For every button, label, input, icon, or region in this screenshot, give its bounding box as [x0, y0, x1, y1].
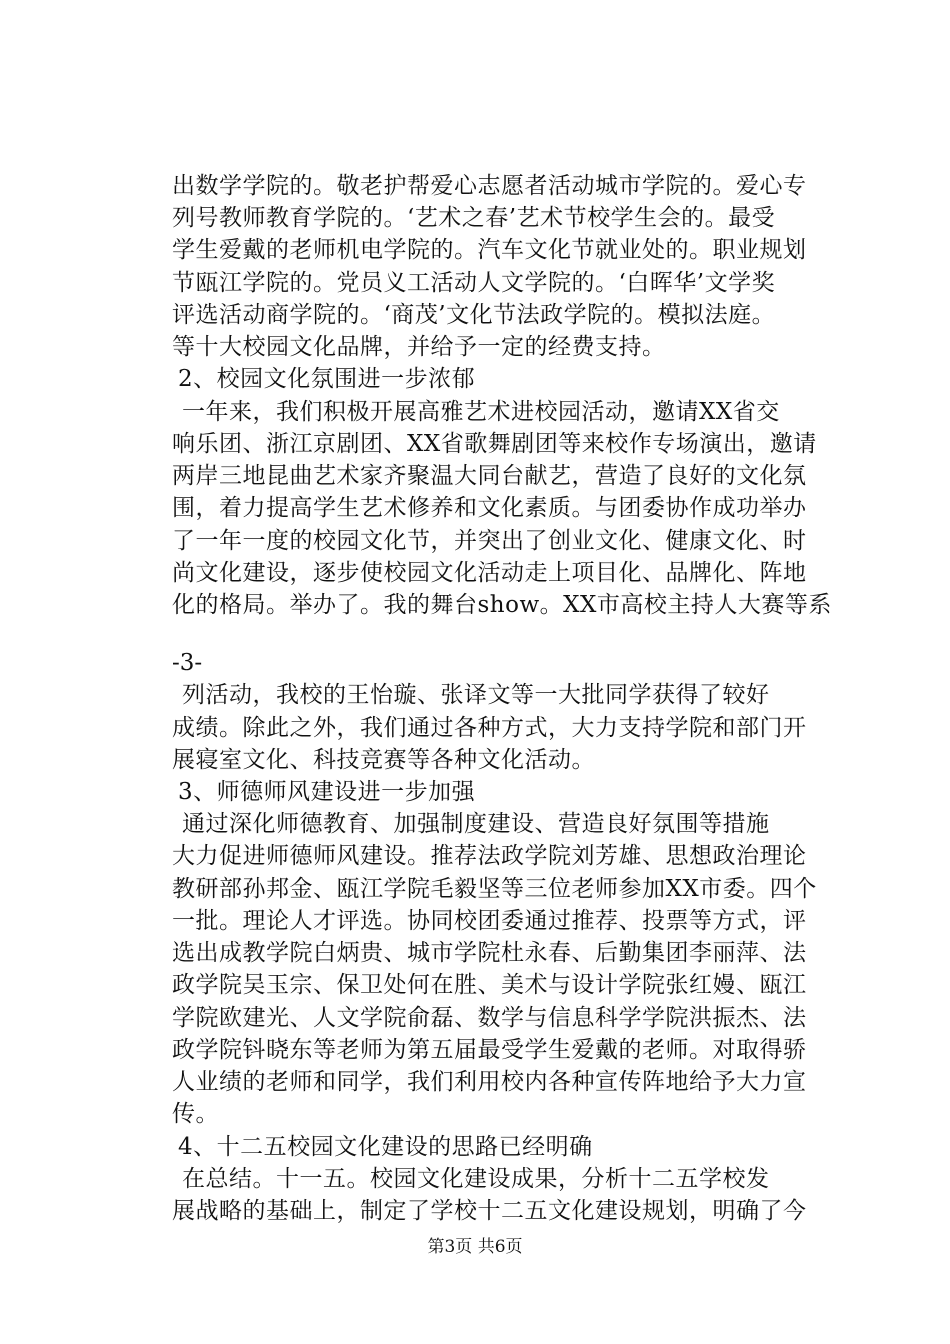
paragraph-line: 展战略的基础上，制定了学校十二五文化建设规划，明确了今 [172, 1198, 807, 1224]
page-marker: -3- [172, 650, 203, 677]
paragraph-line: 大力促进师德师风建设。推荐法政学院刘芳雄、思想政治理论 [172, 843, 807, 870]
paragraph-line: 出数学学院的。敬老护帮爱心志愿者活动城市学院的。爱心专 [172, 173, 807, 199]
paragraph-line: 围，着力提高学生艺术修养和文化素质。与团委协作成功举办 [172, 495, 807, 522]
paragraph-line: 了一年一度的校园文化节，并突出了创业文化、健康文化、时 [172, 527, 807, 554]
paragraph-line: 尚文化建设，逐步使校园文化活动走上项目化、品牌化、阵地 [172, 559, 807, 586]
paragraph-line: 人业绩的老师和同学，我们利用校内各种宣传阵地给予大力宣 [172, 1069, 807, 1096]
paragraph-line: 展寝室文化、科技竞赛等各种文化活动。 [172, 746, 595, 773]
paragraph-line: 教研部孙邦金、瓯江学院毛毅坚等三位老师参加XX市委。四个 [172, 875, 817, 902]
paragraph-line: 选出成教学院白炳贵、城市学院杜永春、后勤集团李丽萍、法 [172, 940, 807, 967]
paragraph-line: 通过深化师德教育、加强制度建设、营造良好氛围等措施 [182, 811, 770, 838]
paragraph-line: 成绩。除此之外，我们通过各种方式，大力支持学院和部门开 [172, 714, 807, 741]
paragraph-line: 列号教师教育学院的。‘艺术之春’艺术节校学生会的。最受 [172, 205, 776, 232]
paragraph-line: 化的格局。举办了。我的舞台show。XX市高校主持人大赛等系 [172, 592, 832, 619]
paragraph-line: 政学院钭晓东等老师为第五届最受学生爱戴的老师。对取得骄 [172, 1036, 807, 1063]
paragraph-line: 传。 [172, 1101, 219, 1128]
paragraph-line: 评选活动商学院的。‘商茂’文化节法政学院的。模拟法庭。 [172, 301, 776, 328]
paragraph-line: 学院欧建光、人文学院俞磊、数学与信息科学学院洪振杰、法 [172, 1004, 807, 1031]
paragraph-line: 学生爱戴的老师机电学院的。汽车文化节就业处的。职业规划 [172, 237, 807, 264]
paragraph-line: 政学院吴玉宗、保卫处何在胜、美术与设计学院张红嫚、瓯江 [172, 972, 807, 999]
paragraph-line: 一年来，我们积极开展高雅艺术进校园活动，邀请XX省交 [182, 398, 780, 425]
section-heading-3: 3、师德师风建设进一步加强 [178, 778, 476, 805]
paragraph-line: 列活动，我校的王怡璇、张译文等一大批同学获得了较好 [182, 682, 770, 709]
paragraph-line: 等十大校园文化品牌，并给予一定的经费支持。 [172, 334, 666, 361]
paragraph-line: 响乐团、浙江京剧团、XX省歌舞剧团等来校作专场演出，邀请 [172, 430, 817, 457]
paragraph-line: 在总结。十一五。校园文化建设成果，分析十二五学校发 [182, 1165, 770, 1192]
section-heading-4: 4、十二五校园文化建设的思路已经明确 [178, 1133, 593, 1160]
paragraph-line: 节瓯江学院的。党员义工活动人文学院的。‘白晖华’文学奖 [172, 269, 776, 296]
paragraph-line: 两岸三地昆曲艺术家齐聚温大同台献艺，营造了良好的文化氛 [172, 463, 807, 490]
paragraph-line: 一批。理论人才评选。协同校团委通过推荐、投票等方式，评 [172, 907, 807, 934]
page-footer: 第3页 共6页 [427, 1237, 523, 1257]
section-heading-2: 2、校园文化氛围进一步浓郁 [178, 366, 476, 393]
